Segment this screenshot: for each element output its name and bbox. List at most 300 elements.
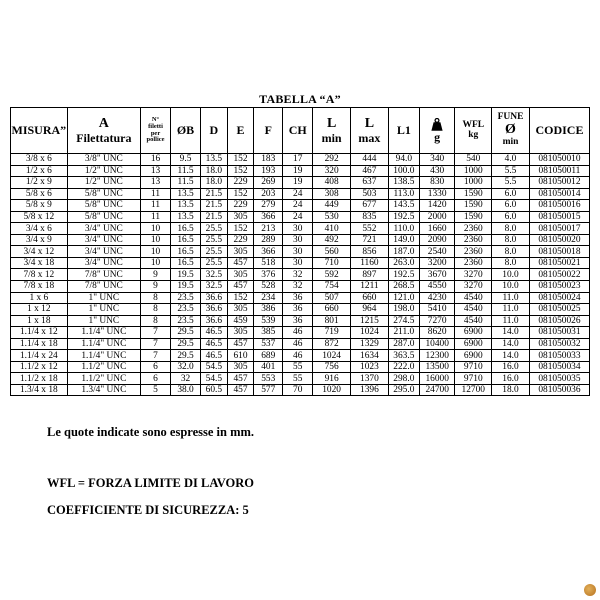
cell-filettatura: 1/2" UNC [67,165,140,177]
cell-fune-min: 6.0 [492,211,530,223]
cell-fune-min: 4.0 [492,154,530,166]
cell-wfl-kg: 2360 [455,234,492,246]
cell-ch: 36 [283,292,313,304]
cell-filetti: 5 [141,384,171,396]
cell-filetti: 11 [141,211,171,223]
table-row [11,211,590,223]
cell-l-max: 1215 [351,315,389,327]
header-d: D [201,108,228,154]
cell-l-min: 1020 [313,384,351,396]
cell-e: 305 [227,327,254,339]
header-filettatura: A Filettatura [67,108,140,154]
cell-ch: 24 [283,200,313,212]
cell-e: 152 [227,165,254,177]
cell-l-min: 660 [313,304,351,316]
units-note: Le quote indicate sono espresse in mm. [47,425,255,439]
cell-codice: 081050026 [529,315,589,327]
cell-l1: 287.0 [388,338,419,350]
cell-codice: 081050024 [529,292,589,304]
cell-f: 537 [254,338,283,350]
cell-l1: 113.0 [388,188,419,200]
cell-filettatura: 3/8" UNC [67,154,140,166]
cell-f: 234 [254,292,283,304]
cell-b: 23.5 [171,315,201,327]
cell-misura: 3/4 x 6 [11,223,68,235]
table-row [11,188,590,200]
cell-fune-min: 6.0 [492,188,530,200]
cell-filettatura: 1.3/4" UNC [67,384,140,396]
cell-l-max: 1370 [351,373,389,385]
cell-misura: 5/8 x 9 [11,200,68,212]
cell-wfl-kg: 1000 [455,177,492,189]
header-codice: CODICE [529,108,589,154]
cell-wfl-kg: 6900 [455,338,492,350]
cell-l1: 192.5 [388,269,419,281]
cell-ch: 46 [283,350,313,362]
cell-d: 32.5 [201,269,228,281]
cell-filetti: 9 [141,281,171,293]
cell-e: 229 [227,234,254,246]
header-ch: CH [283,108,313,154]
cell-codice: 081050017 [529,223,589,235]
cell-ch: 55 [283,361,313,373]
cell-l-max: 1329 [351,338,389,350]
table-row [11,361,590,373]
cell-misura: 3/4 x 12 [11,246,68,258]
cell-weight-g: 12300 [419,350,455,362]
cell-ch: 70 [283,384,313,396]
cell-fune-min: 8.0 [492,223,530,235]
cell-l1: 121.0 [388,292,419,304]
cell-l-min: 320 [313,165,351,177]
cell-filettatura: 1" UNC [67,315,140,327]
cell-filetti: 13 [141,165,171,177]
cell-l-max: 856 [351,246,389,258]
cell-codice: 081050031 [529,327,589,339]
cell-b: 16.5 [171,223,201,235]
cell-fune-min: 10.0 [492,269,530,281]
cell-wfl-kg: 2360 [455,246,492,258]
cell-ch: 24 [283,211,313,223]
cell-filetti: 7 [141,327,171,339]
cell-misura: 7/8 x 18 [11,281,68,293]
table-row [11,292,590,304]
cell-filetti: 8 [141,315,171,327]
cell-weight-g: 8620 [419,327,455,339]
cell-f: 528 [254,281,283,293]
cell-ch: 46 [283,338,313,350]
cell-wfl-kg: 4540 [455,292,492,304]
cell-b: 29.5 [171,338,201,350]
header-e: E [227,108,254,154]
cell-codice: 081050023 [529,281,589,293]
cell-filettatura: 1.1/4" UNC [67,350,140,362]
cell-e: 457 [227,257,254,269]
cell-l-min: 449 [313,200,351,212]
cell-d: 25.5 [201,223,228,235]
table-row [11,154,590,166]
cell-misura: 1/2 x 9 [11,177,68,189]
cell-l-min: 1024 [313,350,351,362]
cell-l1: 222.0 [388,361,419,373]
cell-f: 203 [254,188,283,200]
cell-wfl-kg: 540 [455,154,492,166]
cell-filettatura: 1" UNC [67,304,140,316]
cell-d: 60.5 [201,384,228,396]
cell-filetti: 8 [141,304,171,316]
cell-b: 32.0 [171,361,201,373]
header-b: ØB [171,108,201,154]
cell-b: 23.5 [171,304,201,316]
cell-weight-g: 1420 [419,200,455,212]
cell-filettatura: 5/8" UNC [67,188,140,200]
cell-e: 152 [227,154,254,166]
cell-l-max: 467 [351,165,389,177]
cell-l-min: 719 [313,327,351,339]
cell-weight-g: 340 [419,154,455,166]
cell-f: 385 [254,327,283,339]
cell-codice: 081050014 [529,188,589,200]
wfl-note: WFL = FORZA LIMITE DI LAVORO [47,476,255,490]
cell-l1: 274.5 [388,315,419,327]
cell-misura: 1 x 6 [11,292,68,304]
cell-misura: 3/4 x 18 [11,257,68,269]
cell-codice: 081050025 [529,304,589,316]
cell-f: 539 [254,315,283,327]
cell-weight-g: 1330 [419,188,455,200]
header-wfl: WFL kg [455,108,492,154]
cell-filettatura: 1" UNC [67,292,140,304]
cell-l-max: 964 [351,304,389,316]
cell-filettatura: 3/4" UNC [67,246,140,258]
cell-b: 19.5 [171,269,201,281]
cell-filettatura: 3/4" UNC [67,223,140,235]
cell-filettatura: 1/2" UNC [67,177,140,189]
cell-ch: 36 [283,304,313,316]
cell-wfl-kg: 1590 [455,188,492,200]
cell-l-max: 1023 [351,361,389,373]
cell-weight-g: 3670 [419,269,455,281]
cell-filetti: 6 [141,361,171,373]
cell-weight-g: 24700 [419,384,455,396]
cell-ch: 30 [283,234,313,246]
header-f: F [254,108,283,154]
cell-codice: 081050033 [529,350,589,362]
cell-misura: 5/8 x 12 [11,211,68,223]
table-row [11,350,590,362]
cell-e: 229 [227,177,254,189]
cell-e: 305 [227,304,254,316]
cell-d: 54.5 [201,373,228,385]
cell-e: 457 [227,338,254,350]
cell-e: 305 [227,361,254,373]
cell-l1: 263.0 [388,257,419,269]
cell-f: 366 [254,211,283,223]
cell-codice: 081050011 [529,165,589,177]
cell-ch: 55 [283,373,313,385]
cell-codice: 081050018 [529,246,589,258]
cell-filettatura: 1.1/2" UNC [67,361,140,373]
cell-d: 46.5 [201,327,228,339]
cell-fune-min: 8.0 [492,234,530,246]
cell-l-min: 754 [313,281,351,293]
cell-wfl-kg: 3270 [455,269,492,281]
cell-weight-g: 7270 [419,315,455,327]
cell-ch: 36 [283,315,313,327]
cell-d: 18.0 [201,165,228,177]
cell-filettatura: 3/4" UNC [67,257,140,269]
cell-weight-g: 830 [419,177,455,189]
cell-f: 366 [254,246,283,258]
cell-weight-g: 2090 [419,234,455,246]
cell-ch: 30 [283,246,313,258]
cell-fune-min: 16.0 [492,361,530,373]
cell-b: 38.0 [171,384,201,396]
cell-filettatura: 1.1/4" UNC [67,327,140,339]
cell-l1: 94.0 [388,154,419,166]
header-filetti-per-pollice: N° filetti per pollice [141,108,171,154]
corner-badge [584,584,596,596]
cell-filettatura: 3/4" UNC [67,234,140,246]
table-row [11,200,590,212]
cell-misura: 1 x 12 [11,304,68,316]
cell-d: 25.5 [201,234,228,246]
cell-filetti: 6 [141,373,171,385]
table-row [11,373,590,385]
cell-filettatura: 1.1/4" UNC [67,338,140,350]
cell-l1: 149.0 [388,234,419,246]
cell-b: 19.5 [171,281,201,293]
cell-l-min: 410 [313,223,351,235]
cell-misura: 3/8 x 6 [11,154,68,166]
table-row [11,384,590,396]
cell-l-min: 292 [313,154,351,166]
cell-b: 16.5 [171,257,201,269]
cell-wfl-kg: 2360 [455,257,492,269]
table-row [11,246,590,258]
cell-f: 213 [254,223,283,235]
cell-misura: 7/8 x 12 [11,269,68,281]
cell-l-max: 637 [351,177,389,189]
cell-filettatura: 7/8" UNC [67,269,140,281]
cell-misura: 5/8 x 6 [11,188,68,200]
cell-weight-g: 2000 [419,211,455,223]
cell-filetti: 10 [141,223,171,235]
cell-l1: 363.5 [388,350,419,362]
cell-l-min: 801 [313,315,351,327]
cell-f: 376 [254,269,283,281]
cell-d: 32.5 [201,281,228,293]
cell-filetti: 8 [141,292,171,304]
cell-e: 152 [227,188,254,200]
cell-l-max: 721 [351,234,389,246]
cell-filetti: 10 [141,246,171,258]
cell-ch: 30 [283,223,313,235]
cell-d: 46.5 [201,338,228,350]
cell-d: 13.5 [201,154,228,166]
table-row [11,327,590,339]
safety-note: COEFFICIENTE DI SICUREZZA: 5 [47,503,249,517]
cell-l-min: 530 [313,211,351,223]
cell-fune-min: 10.0 [492,281,530,293]
cell-d: 36.6 [201,292,228,304]
cell-ch: 24 [283,188,313,200]
cell-fune-min: 18.0 [492,384,530,396]
cell-fune-min: 14.0 [492,327,530,339]
cell-filetti: 9 [141,269,171,281]
cell-codice: 081050021 [529,257,589,269]
cell-fune-min: 11.0 [492,304,530,316]
cell-l-min: 710 [313,257,351,269]
header-weight: g [419,108,455,154]
cell-misura: 1/2 x 6 [11,165,68,177]
cell-f: 689 [254,350,283,362]
cell-b: 29.5 [171,327,201,339]
cell-ch: 19 [283,177,313,189]
cell-l-max: 1160 [351,257,389,269]
cell-misura: 1.1/2 x 18 [11,373,68,385]
cell-weight-g: 2540 [419,246,455,258]
cell-misura: 1.1/4 x 12 [11,327,68,339]
cell-weight-g: 13500 [419,361,455,373]
cell-l1: 100.0 [388,165,419,177]
cell-b: 9.5 [171,154,201,166]
cell-misura: 1 x 18 [11,315,68,327]
cell-b: 32 [171,373,201,385]
cell-fune-min: 14.0 [492,338,530,350]
cell-codice: 081050010 [529,154,589,166]
cell-b: 23.5 [171,292,201,304]
cell-fune-min: 5.5 [492,165,530,177]
cell-e: 229 [227,200,254,212]
cell-f: 518 [254,257,283,269]
cell-l1: 187.0 [388,246,419,258]
cell-wfl-kg: 6900 [455,327,492,339]
cell-weight-g: 4230 [419,292,455,304]
cell-weight-g: 5410 [419,304,455,316]
cell-d: 25.5 [201,257,228,269]
cell-l-min: 592 [313,269,351,281]
cell-wfl-kg: 1590 [455,211,492,223]
cell-codice: 081050015 [529,211,589,223]
table-row [11,269,590,281]
cell-b: 11.5 [171,177,201,189]
cell-ch: 32 [283,281,313,293]
cell-l1: 268.5 [388,281,419,293]
cell-d: 46.5 [201,350,228,362]
cell-l1: 295.0 [388,384,419,396]
cell-e: 457 [227,384,254,396]
cell-fune-min: 11.0 [492,292,530,304]
cell-e: 459 [227,315,254,327]
cell-l-max: 1634 [351,350,389,362]
cell-wfl-kg: 6900 [455,350,492,362]
cell-e: 305 [227,246,254,258]
cell-b: 13.5 [171,188,201,200]
cell-codice: 081050032 [529,338,589,350]
table-row [11,165,590,177]
cell-l-min: 756 [313,361,351,373]
cell-filetti: 10 [141,257,171,269]
cell-wfl-kg: 9710 [455,361,492,373]
cell-fune-min: 8.0 [492,257,530,269]
table-row [11,338,590,350]
cell-wfl-kg: 3270 [455,281,492,293]
cell-ch: 46 [283,327,313,339]
cell-b: 16.5 [171,246,201,258]
cell-codice: 081050020 [529,234,589,246]
cell-e: 610 [227,350,254,362]
cell-f: 279 [254,200,283,212]
cell-l-min: 507 [313,292,351,304]
cell-weight-g: 430 [419,165,455,177]
cell-misura: 3/4 x 9 [11,234,68,246]
cell-l-min: 408 [313,177,351,189]
cell-e: 152 [227,223,254,235]
cell-f: 553 [254,373,283,385]
cell-d: 21.5 [201,200,228,212]
table-row [11,281,590,293]
cell-weight-g: 4550 [419,281,455,293]
cell-d: 54.5 [201,361,228,373]
cell-fune-min: 14.0 [492,350,530,362]
cell-filettatura: 7/8" UNC [67,281,140,293]
cell-l-max: 660 [351,292,389,304]
cell-wfl-kg: 1000 [455,165,492,177]
table-row [11,177,590,189]
cell-filetti: 16 [141,154,171,166]
cell-f: 183 [254,154,283,166]
cell-d: 21.5 [201,188,228,200]
cell-d: 21.5 [201,211,228,223]
cell-l1: 211.0 [388,327,419,339]
cell-weight-g: 3200 [419,257,455,269]
header-row [11,108,590,154]
cell-filettatura: 5/8" UNC [67,211,140,223]
cell-filetti: 13 [141,177,171,189]
cell-d: 36.6 [201,315,228,327]
table-row [11,304,590,316]
cell-misura: 1.3/4 x 18 [11,384,68,396]
cell-ch: 19 [283,165,313,177]
cell-l-min: 872 [313,338,351,350]
cell-e: 457 [227,281,254,293]
cell-weight-g: 10400 [419,338,455,350]
cell-l-max: 835 [351,211,389,223]
cell-misura: 1.1/4 x 18 [11,338,68,350]
cell-f: 269 [254,177,283,189]
cell-codice: 081050016 [529,200,589,212]
cell-e: 457 [227,373,254,385]
cell-weight-g: 16000 [419,373,455,385]
cell-codice: 081050012 [529,177,589,189]
cell-misura: 1.1/2 x 12 [11,361,68,373]
cell-l-max: 552 [351,223,389,235]
cell-b: 13.5 [171,211,201,223]
cell-filettatura: 5/8" UNC [67,200,140,212]
cell-b: 13.5 [171,200,201,212]
cell-f: 577 [254,384,283,396]
cell-wfl-kg: 1590 [455,200,492,212]
header-l1: L1 [388,108,419,154]
cell-l-max: 677 [351,200,389,212]
table-title: TABELLA “A” [259,92,341,106]
header-l-max: L max [351,108,389,154]
cell-l-min: 492 [313,234,351,246]
cell-l-max: 503 [351,188,389,200]
cell-d: 25.5 [201,246,228,258]
cell-e: 305 [227,269,254,281]
